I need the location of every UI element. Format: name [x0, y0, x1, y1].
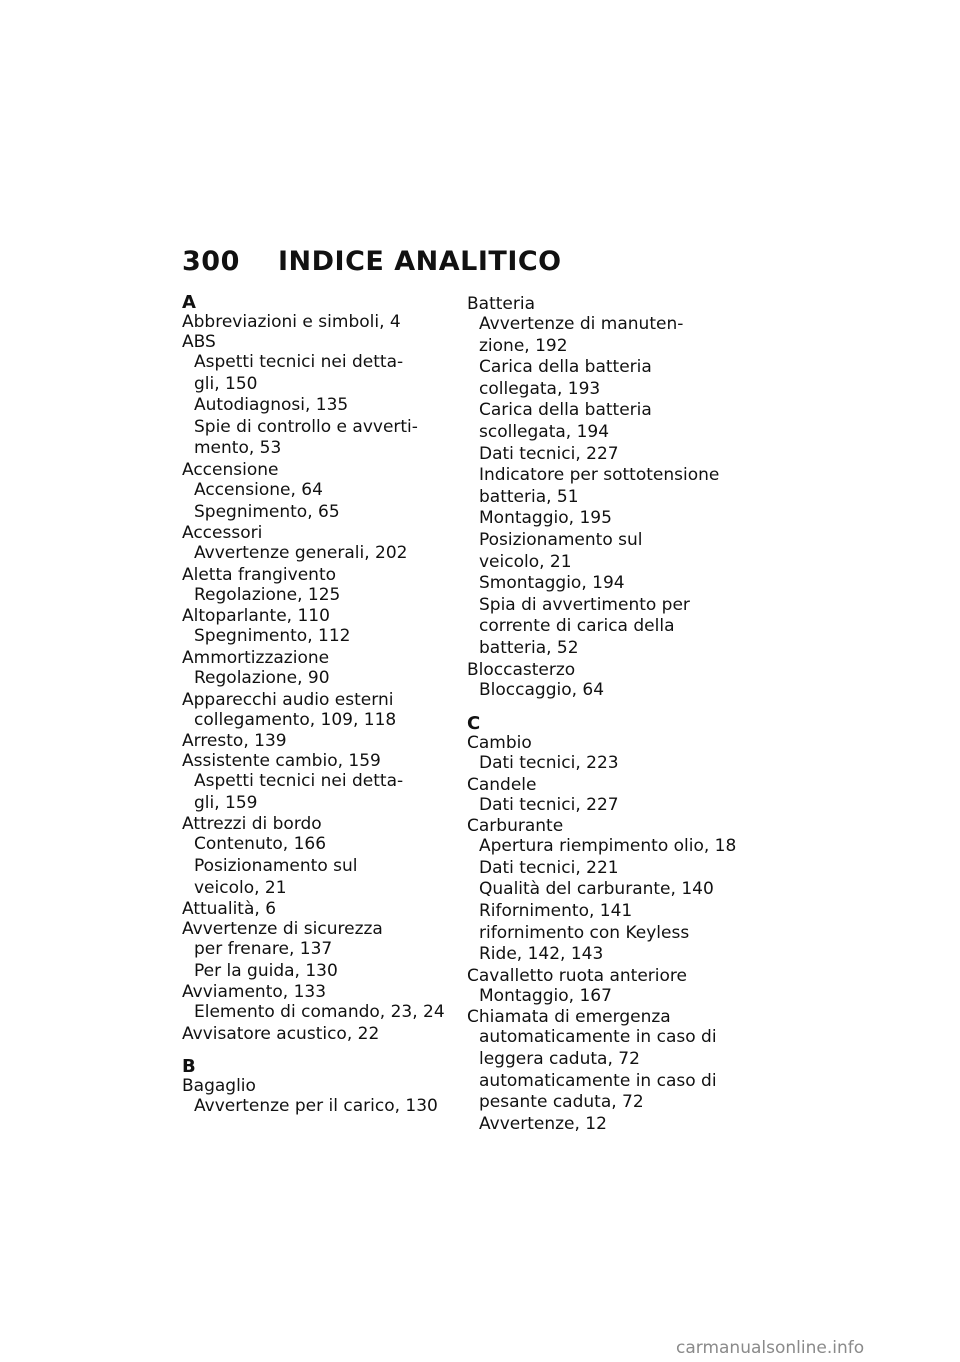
index-entry: ABS — [182, 332, 216, 352]
index-column-left — [182, 294, 452, 1117]
index-entry: Ammortizzazione — [182, 647, 330, 668]
index-subentry: Posizionamento sul — [194, 855, 358, 876]
index-subentry: zione, 192 — [479, 335, 568, 356]
index-subentry: pesante caduta, 72 — [479, 1092, 644, 1113]
index-subentry: Contenuto, 166 — [194, 834, 327, 855]
index-section — [467, 715, 747, 1135]
index-subentry: Montaggio, 195 — [479, 508, 612, 529]
index-subentry: automaticamente in caso di — [479, 1070, 717, 1091]
index-subentry: Avvertenze, 12 — [479, 1113, 607, 1134]
index-section — [182, 1055, 452, 1118]
index-subentry: batteria, 52 — [479, 637, 579, 658]
index-subentry: Qualità del carburante, 140 — [479, 879, 714, 900]
index-subentry: scollegata, 194 — [479, 421, 610, 442]
index-entry: Aletta frangivento — [182, 564, 337, 585]
index-entry: Assistente cambio, 159 — [182, 751, 381, 772]
index-subentry: Aspetti tecnici nei detta- — [194, 352, 404, 372]
index-subentry: Spegnimento, 112 — [194, 626, 351, 647]
index-subentries — [467, 680, 747, 702]
index-subentries — [467, 836, 747, 966]
index-column-right — [467, 294, 747, 1135]
index-entry: Abbreviazioni e simboli, 4 — [182, 312, 401, 332]
index-subentry: collegata, 193 — [479, 378, 601, 399]
index-entry: Apparecchi audio esterni — [182, 689, 394, 710]
index-subentry: veicolo, 21 — [479, 551, 572, 572]
index-entry: Cambio — [467, 733, 532, 754]
index-entry: Avvisatore acustico, 22 — [182, 1023, 380, 1044]
index-subentries — [182, 668, 452, 690]
index-subentry: Spie di controllo e avverti- — [194, 416, 418, 437]
index-subentry: Dati tecnici, 223 — [479, 753, 619, 774]
section-letter: C — [467, 713, 481, 735]
index-subentries — [182, 543, 452, 565]
index-subentry: Regolazione, 125 — [194, 584, 341, 605]
index-subentry: Spegnimento, 65 — [194, 501, 340, 522]
index-subentry: Ride, 142, 143 — [479, 944, 604, 965]
index-entry: Avvertenze di sicurezza — [182, 919, 383, 940]
index-subentry: veicolo, 21 — [194, 877, 287, 898]
index-subentries — [182, 626, 452, 648]
index-subentry: Regolazione, 90 — [194, 667, 330, 688]
page-number: 300 — [182, 246, 240, 277]
index-subentries — [182, 834, 452, 899]
index-section — [182, 294, 452, 1044]
index-subentries — [467, 1027, 747, 1135]
index-subentry: Bloccaggio, 64 — [479, 679, 605, 700]
page-header — [182, 246, 562, 277]
index-subentry: Autodiagnosi, 135 — [194, 395, 349, 416]
index-subentries — [182, 585, 452, 607]
index-subentry: rifornimento con Keyless — [479, 922, 690, 943]
index-subentries — [182, 771, 452, 814]
index-subentry: Aspetti tecnici nei detta- — [194, 771, 404, 792]
index-subentry: Posizionamento sul — [479, 529, 643, 550]
index-entry: Attualità, 6 — [182, 899, 277, 920]
index-entry: Cavalletto ruota anteriore — [467, 965, 687, 986]
index-subentry: Rifornimento, 141 — [479, 901, 633, 922]
index-entry: Accensione — [182, 459, 279, 480]
index-subentries — [182, 1096, 452, 1118]
index-subentries — [182, 939, 452, 982]
index-subentry: batteria, 51 — [479, 486, 579, 507]
index-subentry: Accensione, 64 — [194, 479, 323, 500]
watermark-text: carmanualsonline.info — [676, 1338, 865, 1358]
index-subentry: Indicatore per sottotensione — [479, 465, 720, 486]
index-entry: Carburante — [467, 816, 564, 837]
index-subentry: Carica della batteria — [479, 357, 652, 378]
index-subentries — [467, 753, 747, 775]
index-section — [467, 295, 747, 701]
index-subentry: per frenare, 137 — [194, 939, 333, 960]
index-subentry: Avvertenze di manuten- — [479, 314, 684, 334]
index-subentries — [182, 352, 452, 460]
index-subentry: Avvertenze generali, 202 — [194, 543, 408, 564]
index-subentry: leggera caduta, 72 — [479, 1049, 640, 1070]
index-entry: Bloccasterzo — [467, 659, 576, 680]
index-entry: Candele — [467, 774, 537, 795]
page-title: INDICE ANALITICO — [278, 246, 562, 277]
index-entry: Altoparlante, 110 — [182, 606, 330, 627]
index-subentries — [467, 986, 747, 1008]
index-entry: Avviamento, 133 — [182, 982, 327, 1003]
index-subentry: Spia di avvertimento per — [479, 594, 690, 615]
index-subentry: Elemento di comando, 23, 24 — [194, 1002, 445, 1023]
index-subentry: Per la guida, 130 — [194, 960, 338, 981]
index-subentries — [182, 480, 452, 523]
index-entry: Arresto, 139 — [182, 731, 287, 752]
index-subentry: Carica della batteria — [479, 400, 652, 421]
index-subentry: mento, 53 — [194, 438, 282, 459]
index-subentry: collegamento, 109, 118 — [194, 709, 397, 730]
index-subentry: Montaggio, 167 — [479, 985, 612, 1006]
index-entry: Attrezzi di bordo — [182, 814, 322, 835]
index-subentries — [182, 1002, 452, 1024]
index-subentry: Smontaggio, 194 — [479, 573, 625, 594]
index-subentry: Dati tecnici, 227 — [479, 443, 619, 464]
index-subentry: gli, 159 — [194, 792, 258, 813]
index-subentry: Dati tecnici, 227 — [479, 794, 619, 815]
index-subentries — [467, 314, 747, 660]
section-letter: B — [182, 1055, 196, 1077]
index-subentry: gli, 150 — [194, 373, 258, 394]
index-entry: Bagaglio — [182, 1075, 256, 1096]
index-subentry: Dati tecnici, 221 — [479, 857, 619, 878]
index-subentry: corrente di carica della — [479, 616, 675, 637]
index-entry: Chiamata di emergenza — [467, 1007, 671, 1028]
section-letter: A — [182, 292, 196, 313]
index-subentries — [182, 710, 452, 732]
index-subentry: Avvertenze per il carico, 130 — [194, 1095, 438, 1116]
index-subentry: automaticamente in caso di — [479, 1027, 717, 1048]
index-entry: Batteria — [467, 294, 535, 314]
index-subentries — [467, 795, 747, 817]
index-subentry: Apertura riempimento olio, 18 — [479, 836, 737, 857]
index-entry: Accessori — [182, 523, 263, 544]
